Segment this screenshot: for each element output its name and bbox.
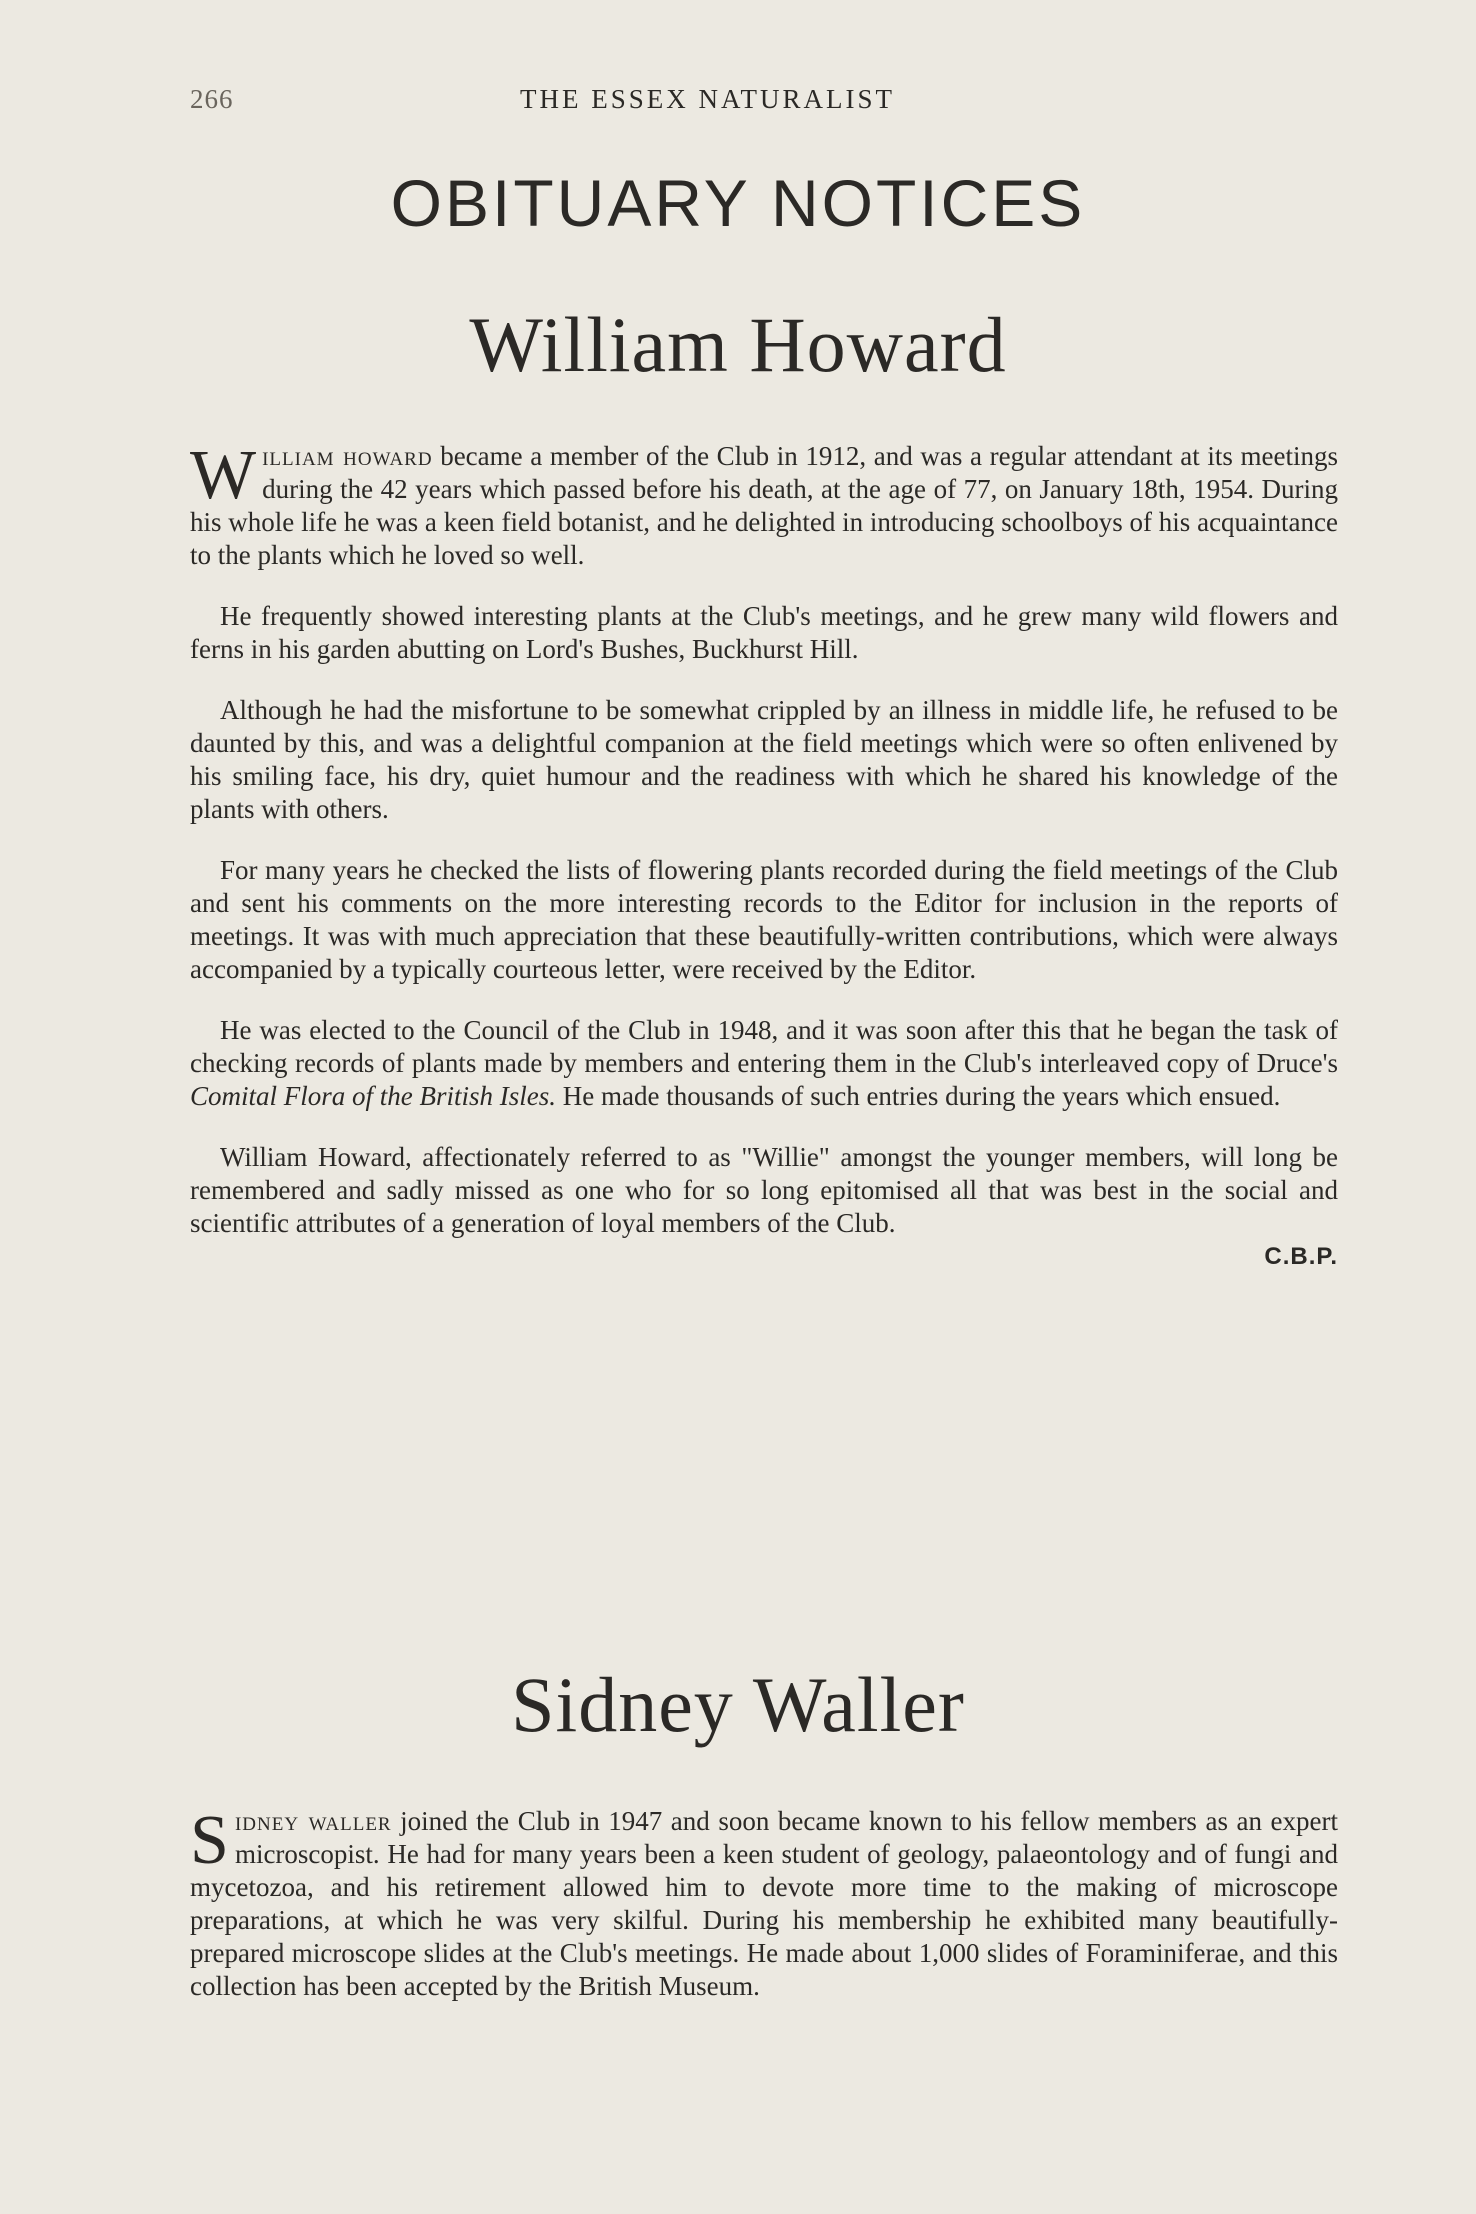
lead-in-smallcaps: illiam howard bbox=[262, 441, 433, 471]
drop-cap: S bbox=[190, 1802, 229, 1879]
section-heading: OBITUARY NOTICES bbox=[390, 166, 1086, 240]
running-head bbox=[190, 84, 1336, 124]
obituary-body-howard bbox=[190, 437, 1338, 1273]
book-title-italic: Comital Flora of the British Isles. bbox=[190, 1081, 557, 1111]
paragraph bbox=[190, 1802, 1338, 2003]
drop-cap: W bbox=[190, 437, 257, 514]
paragraph: He frequently showed interesting plants at the Club's meetings, and he grew many wild flowers and ferns in his garden abutting on Lord's Bushes, Buckhurst Hill. bbox=[190, 601, 1338, 664]
obituary-body-waller bbox=[190, 1802, 1338, 2031]
paragraph-text: He made thousands of such entries during the years which ensued. bbox=[556, 1081, 1281, 1111]
paragraph: For many years he checked the lists of flowering plants recorded during the field meetings of the Club and sent his comments on the more interesting records to the Editor for inclusion in the reports of meetings. It was with much appreciation that these beautifully-written contributions, which were always accompanied by a typically courteous letter, were received by the Editor. bbox=[190, 855, 1338, 984]
paragraph-text: became a member of the Club in 1912, and was a regular attendant at its meetings during the 42 years which passed before his death, at the age of 77, on January 18th, 1954. During his whole life he was a keen field botanist, and he delighted in introducing schoolboys of his acquaintance to the plants which he loved so well. bbox=[190, 441, 1338, 570]
journal-title: THE ESSEX NATURALIST bbox=[520, 84, 895, 114]
page-number: 266 bbox=[190, 84, 234, 114]
lead-in-smallcaps: idney waller bbox=[234, 1806, 392, 1836]
paragraph bbox=[190, 437, 1338, 572]
obituary-title-howard: William Howard bbox=[469, 301, 1007, 388]
paragraph-text: He was elected to the Council of the Club in 1948, and it was soon after this that he began the task of checking records of plants made by members and entering them in the Club's interleaved copy of Druce's bbox=[190, 1015, 1338, 1078]
author-initials: C.B.P. bbox=[1264, 1243, 1338, 1270]
obituary-title-waller: Sidney Waller bbox=[511, 1661, 965, 1748]
paragraph bbox=[190, 1014, 1338, 1113]
paragraph: Although he had the misfortune to be somewhat crippled by an illness in middle life, he refused to be daunted by this, and was a delightful companion at the field meetings which were so often enlivened by his smiling face, his dry, quiet humour and the readiness with which he shared his knowledge of the plants with others. bbox=[190, 695, 1338, 824]
paragraph-text: joined the Club in 1947 and soon became known to his fellow members as an expert microscopist. He had for many years been a keen student of geology, palaeontology and of fungi and mycetozoa, and his retirement allowed him to devote more time to the making of microscope preparations, at which he was very skilful. During his membership he exhibited many beautifully-prepared microscope slides at the Club's meetings. He made about 1,000 slides of Foraminiferae, and this collection has been accepted by the British Museum. bbox=[190, 1806, 1338, 2001]
paragraph: William Howard, affectionately referred to as "Willie" amongst the younger members, will long be remembered and sadly missed as one who for so long epitomised all that was best in the social and scientific attributes of a generation of loyal members of the Club. bbox=[190, 1142, 1338, 1238]
